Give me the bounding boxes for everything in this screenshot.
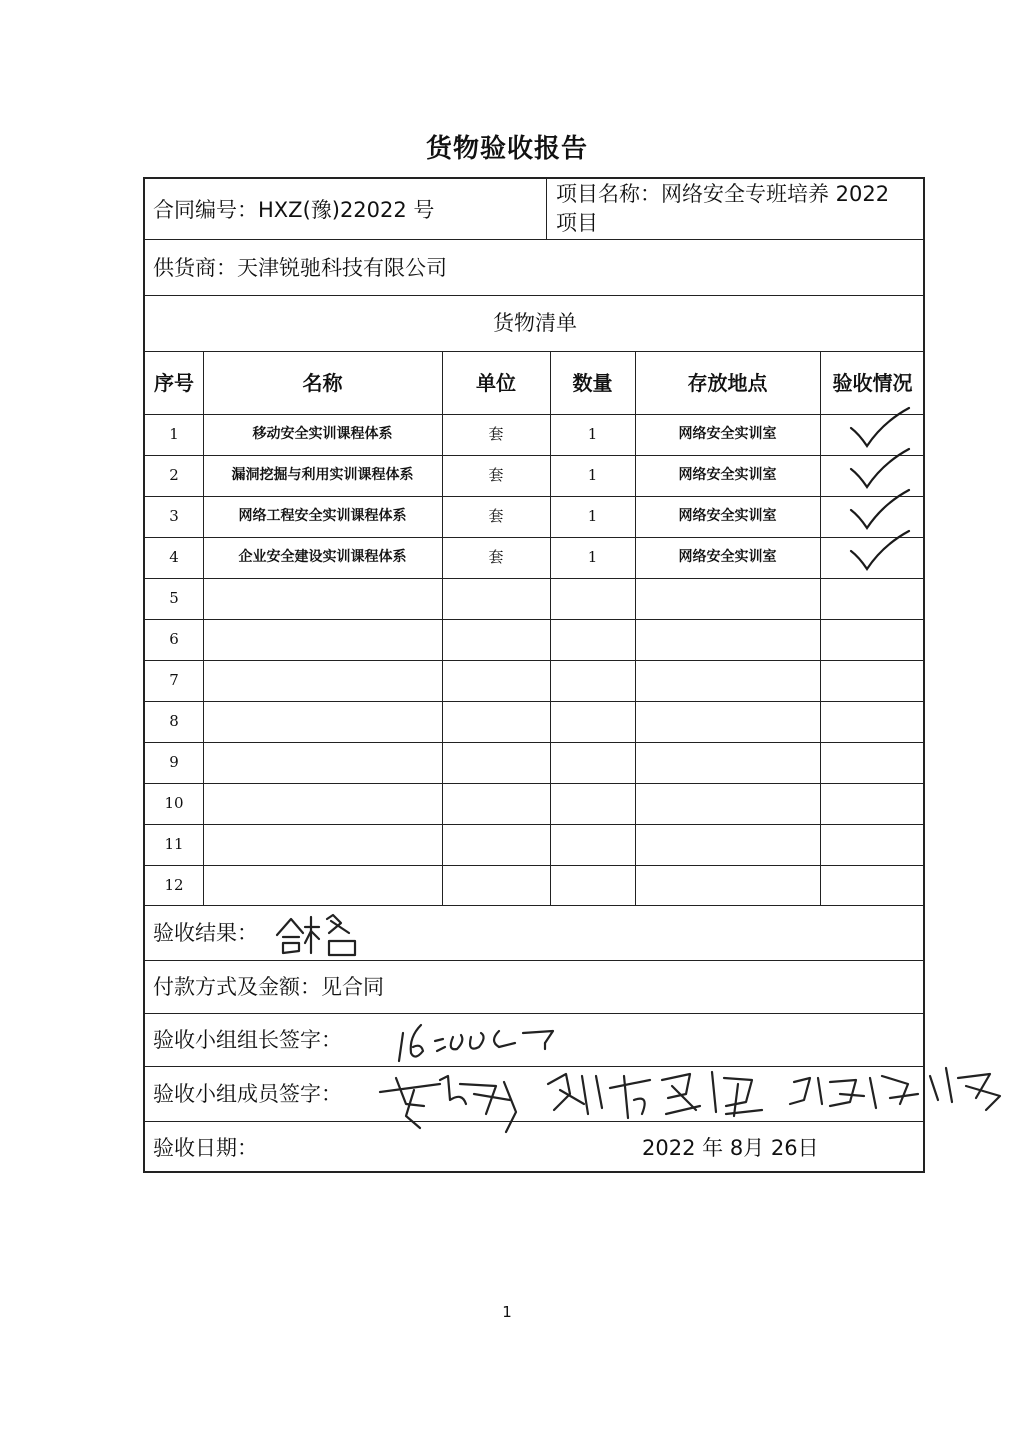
row-number: 6 [169,630,179,648]
row-item-name: 漏洞挖掘与利用实训课程体系 [231,467,414,483]
row-number: 10 [164,794,184,812]
row-number: 7 [169,671,179,689]
rule [145,1013,923,1014]
row-quantity: 1 [587,466,598,484]
column-header-qty: 数量 [572,371,613,395]
date-month: 8 [729,1136,744,1160]
project-field [556,179,889,209]
rule [145,295,923,296]
supplier-label: 供货商： [153,256,237,280]
row-number: 12 [164,876,184,894]
rule [546,179,547,239]
date-year-unit: 年 [702,1136,724,1160]
table-row-rule [145,742,923,743]
payment-value: 见合同 [321,975,384,999]
result-label: 验收结果： [153,921,258,945]
row-unit: 套 [488,507,504,525]
row-location: 网络安全实训室 [678,549,777,565]
date-day: 26 [770,1136,798,1160]
table-row-rule [145,619,923,620]
row-location: 网络安全实训室 [678,426,777,442]
column-header-check: 验收情况 [832,371,913,395]
check-mark-icon [845,445,915,491]
row-item-name: 网络工程安全实训课程体系 [238,508,407,524]
row-number: 2 [169,466,179,484]
table-row-rule [145,824,923,825]
column-header-unit: 单位 [476,371,516,395]
row-unit: 套 [488,466,504,484]
rule [145,239,923,240]
contract-value: HXZ(豫)22022 号 [258,198,435,222]
date-month-unit: 月 [743,1136,765,1160]
row-quantity: 1 [587,548,598,566]
row-unit: 套 [488,548,504,566]
rule [145,960,923,961]
row-location: 网络安全实训室 [678,508,777,524]
check-mark-icon [845,527,915,573]
member-signature-label: 验收小组成员签字： [153,1082,342,1106]
contract-label: 合同编号： [153,198,258,222]
row-unit: 套 [488,425,504,443]
date-year: 2022 [642,1136,696,1160]
column-header-no: 序号 [154,371,194,395]
payment-label: 付款方式及金额： [153,975,321,999]
document-title: 货物验收报告 [425,134,588,164]
row-number: 8 [169,712,179,730]
table-row-rule [145,660,923,661]
row-item-name: 企业安全建设实训课程体系 [238,549,407,565]
supplier-field [153,253,447,283]
row-number: 9 [169,753,179,771]
contract-field [153,195,434,225]
rule [820,351,821,905]
row-location: 网络安全实训室 [678,467,777,483]
rule [145,905,923,906]
project-value-line2: 项目 [556,211,598,235]
check-mark-icon [845,486,915,532]
goods-list-title: 货物清单 [493,311,577,335]
table-row-rule [145,578,923,579]
check-mark-icon [845,404,915,450]
table-row-rule [145,783,923,784]
row-number: 11 [164,835,184,853]
row-number: 5 [169,589,179,607]
row-number: 4 [169,548,179,566]
page-number: 1 [502,1303,512,1321]
acceptance-date [642,1133,819,1163]
table-row-rule [145,865,923,866]
column-header-location: 存放地点 [687,371,768,395]
handwritten-result-signature [271,905,371,960]
date-label: 验收日期： [153,1136,258,1160]
date-day-unit: 日 [797,1136,819,1160]
supplier-value: 天津锐驰科技有限公司 [237,256,447,280]
row-quantity: 1 [587,425,598,443]
leader-signature-label: 验收小组组长签字： [153,1028,342,1052]
project-label: 项目名称： [556,182,661,206]
row-number: 3 [169,507,179,525]
column-header-name: 名称 [302,371,343,395]
project-value-line1: 网络安全专班培养 2022 [661,182,890,206]
row-item-name: 移动安全实训课程体系 [252,426,393,442]
acceptance-form [143,177,925,1173]
row-number: 1 [169,425,179,443]
row-quantity: 1 [587,507,598,525]
table-row-rule [145,701,923,702]
payment-field [153,972,384,1002]
